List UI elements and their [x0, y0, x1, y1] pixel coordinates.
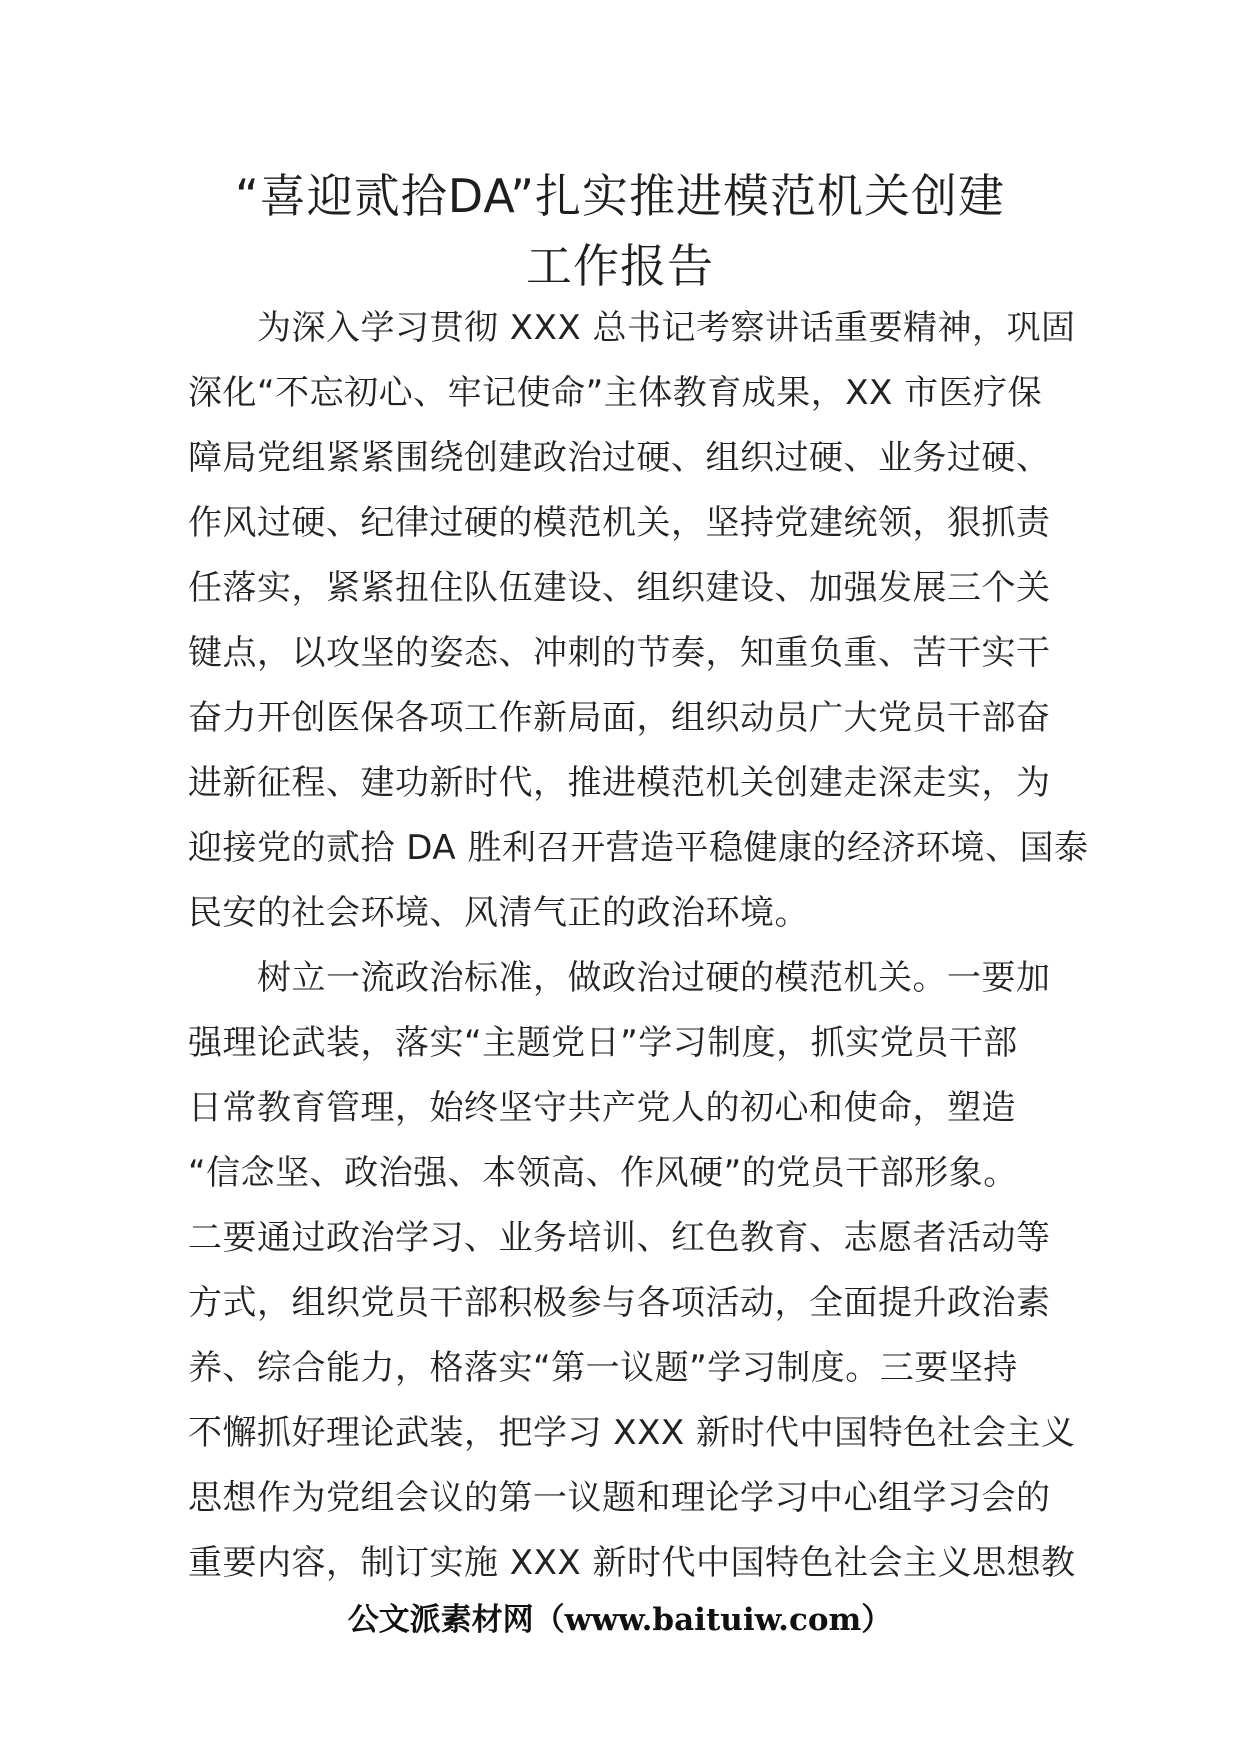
paragraph-line: 二要通过政治学习、业务培训、红色教育、志愿者活动等: [188, 1218, 1051, 1258]
footer-watermark-text: 公文派素材网（www.baituiw.com）: [347, 1602, 893, 1638]
document-title-line-2: 工作报告: [526, 239, 714, 293]
paragraph-line: 不懈抓好理论武装，把学习 XXX 新时代中国特色社会主义: [188, 1413, 1076, 1453]
paragraph-line: 深化“不忘初心、牢记使命”主体教育成果，XX 市医疗保: [188, 373, 1043, 413]
paragraph-line: 为深入学习贯彻 XXX 总书记考察讲话重要精神，巩固: [188, 308, 1076, 348]
paragraph-line: 奋力开创医保各项工作新局面，组织动员广大党员干部奋: [188, 698, 1051, 738]
paragraph-line: 键点，以攻坚的姿态、冲刺的节奏，知重负重、苦干实干: [188, 633, 1051, 673]
paragraph-line: 强理论武装，落实“主题党日”学习制度，抓实党员干部: [188, 1023, 1018, 1063]
paragraph-line: 日常教育管理，始终坚守共产党人的初心和使命，塑造: [188, 1088, 1016, 1128]
paragraph-line: “信念坚、政治强、本领高、作风硬”的党员干部形象。: [188, 1153, 1018, 1193]
paragraph-line: 方式，组织党员干部积极参与各项活动，全面提升政治素: [188, 1283, 1051, 1323]
paragraph-line: 民安的社会环境、风清气正的政治环境。: [188, 893, 809, 933]
paragraph-line: 养、综合能力，格落实“第一议题”学习制度。三要坚持: [188, 1348, 1018, 1388]
paragraph-line: 作风过硬、纪律过硬的模范机关，坚持党建统领，狠抓责: [188, 503, 1051, 543]
paragraph-line: 思想作为党组会议的第一议题和理论学习中心组学习会的: [188, 1478, 1051, 1518]
paragraph-line: 迎接党的贰拾 DA 胜利召开营造平稳健康的经济环境、国泰: [188, 828, 1089, 868]
paragraph-line: 树立一流政治标准，做政治过硬的模范机关。一要加: [188, 958, 1051, 998]
paragraph-line: 障局党组紧紧围绕创建政治过硬、组织过硬、业务过硬、: [188, 438, 1051, 478]
paragraph-line: 任落实，紧紧扭住队伍建设、组织建设、加强发展三个关: [188, 568, 1051, 608]
paragraph-line: 重要内容，制订实施 XXX 新时代中国特色社会主义思想教: [188, 1543, 1076, 1583]
paragraph-1: [188, 296, 1089, 946]
paragraph-line: 进新征程、建功新时代，推进模范机关创建走深走实，为: [188, 763, 1051, 803]
paragraph-2: [188, 946, 1076, 1596]
document-title-line-1: “喜迎贰拾DA”扎实推进模范机关创建: [234, 169, 1006, 223]
